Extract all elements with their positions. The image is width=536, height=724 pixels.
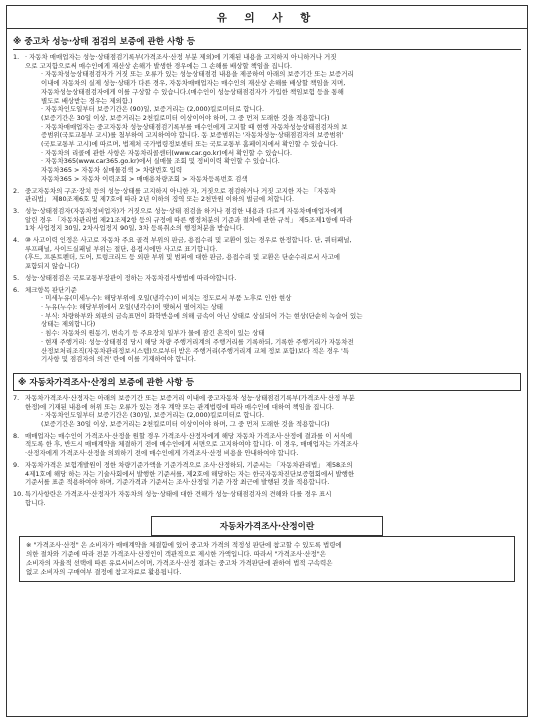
item-text [25,53,521,70]
sub-line: · 침수: 자동차의 원동기, 변속기 등 주요장치 일부가 물에 잠긴 흔적이 있는 상태 [41,329,265,338]
item-text [25,490,521,507]
sub-line: · 미세누유(미세누수): 해당부위에 오일(냉각수)이 비치는 정도로서 부품 노후로 인한 현상 [41,294,292,303]
section2-heading: ※ 자동차가격조사·산정의 보증에 관한 사항 등 [13,373,521,391]
item-number: 10. [13,489,24,498]
sub-line: · 현재 주행거리: 성능·상태점검 당시 해당 차량 주행거리계의 주행거리를 기록하되, 기록한 주행거리가 자동차전 [41,337,354,346]
sub-line: · 부식: 차량하부와 외판의 금속표면이 화학반응에 의해 금속이 아닌 상태로 상실되어 가는 현상(단순히 녹슬어 있는 [41,311,363,320]
sub-line: 산정보처리조직(자동차관리정보시스템)으로부터 받은 주행거리(주행거리계 교체 정보 포함)보다 적은 경우 '특 [41,346,350,355]
section1-body [7,53,527,367]
list-item [13,286,521,295]
definition-line: 없고 소비자의 구매여부 결정에 참고자료로 활용됩니다. [26,568,182,577]
text-line: 한정)에 기재된 내용에 허위 또는 오류가 있는 경우 계약 또는 관계법령에 따라 매수인에 대하여 책임을 집니다. [25,402,334,411]
spacer [7,364,527,367]
section1-heading: ※ 중고차 성능·상태 점검의 보증에 관한 사항 등 [13,35,521,50]
item-text [25,236,521,271]
item-text [25,286,521,295]
text-line: ·산정자에게 가격조사·산정을 의뢰하기 전에 매수인에게 가격조사·산정 비용을 안내하여야 합니다. [25,449,299,458]
text-line: ⑩ 사고이력 인정은 사고로 자동차 주요 골격 부위의 판금, 용접수리 및 교환이 있는 경우로 한정합니다. 단, 쿼터패널, [25,236,352,245]
text-line: 기준서를 표준 적용하여야 하며, 기준가격과 기준서는 조사·산정일 기준 가장 최근에 발행된 것을 적용합니다. [25,478,330,487]
sub-line: · 자동차성능상태점검자가 거짓 또는 오류가 있는 성능상태점검 내용을 제공하여 아래의 보증기간 또는 보증거리 [41,70,354,79]
sub-line: (국토교통부 고시)에 따르며, 법제처 국가법령정보센터 또는 국토교통부 홈페이지에서 확인할 수 있습니다. [41,140,338,149]
text-line: 관리법」 제80조제6호 및 제7호에 따라 2년 이하의 징역 또는 2천만원 이하의 벌금에 처합니다. [25,195,295,204]
sub-line: 이내에 자동차의 실제 성능·상태가 다른 경우, 자동차매매업자는 매수인의 재산상 손해를 배상할 책임을 지며, [41,79,346,88]
sub-line: 별도로 배상받는 경우는 제외함.) [41,96,133,105]
title-bar [7,6,527,29]
list-item [13,490,521,507]
sub-line: 자동차성능상태점검자에게 이를 구상할 수 있습니다.(매수인이 성능상태점검자가 가입한 책임보험 등을 통해 [41,87,344,96]
item-text [25,432,521,458]
sub-line: · 자동차인도일부터 보증기간은 (30)일, 보증거리는 (2,000)킬로미터로 합니다. [41,411,264,420]
list-item [13,187,521,204]
text-line: 루프패널, 사이드실패널 부위는 절단, 용접시에만 사고로 표기합니다. [25,244,218,253]
text-line: 으로 고지함으로써 매수인에게 재산상 손해가 발생한 경우에는 그 손해를 배상할 책임을 집니다. [25,61,293,70]
page-title: 유 의 사 항 [216,11,318,24]
spacer [7,507,527,510]
text-line: · 자동차 매매업자는 성능·상태점검기록부(가격조사·산정 부분 제외)에 기재된 내용을 고지하지 아니하거나 거짓 [25,53,337,61]
text-line: 알린 경우 「자동차관리법 제21조제2항 등의 규정에 따른 행정처분의 기준과 절차에 관한 규칙」 제5조제1항에 따라 [25,215,353,224]
sub-line: 증범위(국토교통부 고시)를 첨부하여 고지하여야 합니다. 동 보증범위는 '자동차성능·상태점검자의 보증범위' [41,131,344,140]
item-number: 4. [13,236,20,245]
text-line: 특기사항란은 가격조사·산정자가 자동차의 성능·상태에 대한 견해가 성능·상태점검자의 견해와 다를 경우 표시 [25,489,332,498]
text-line: 체크항목 판단기준 [25,285,77,294]
item-text [25,461,521,487]
list-item [13,394,521,411]
item-number: 7. [13,393,20,402]
definition-line: 소비자의 자율적 선택에 따른 유료서비스이며, 가격조사·산정 결과는 중고차 가격판단에 관하여 법적 구속력은 [26,559,333,568]
definition-box [19,536,515,582]
list-item [13,274,521,283]
item-text [25,274,521,283]
sub-line: 자동차365 > 자동차 이력조회 > 매매용차량조회 > 자동차등록번호 검색 [41,174,248,183]
item-number: 1. [13,53,20,61]
definition-line: ※ "가격조사·산정" 은 소비자가 매매계약을 체결함에 있어 중고차 가격의 적정성 판단에 참고할 수 있도록 법령에 [26,541,342,550]
text-line: 적도록 한 후, 반드시 매매계약을 체결하기 전에 매수인에게 서면으로 고지하여야 합니다. 이 경우, 매매업자는 가격조사 [25,440,359,449]
sub-line: · 자동차의 리콜에 관한 사항은 자동차리콜센터(www.car.go.kr)에서 확인할 수 있습니다. [41,148,292,157]
sub-line: · 자동차매매업자는 중고자동차 성능상태점검기록부를 매수인에게 고지할 때 현행 자동차성능상태점검자의 보 [41,122,348,131]
item-text [25,207,521,233]
item-text [25,187,521,204]
list-item [13,53,521,70]
text-line: 매매업자는 매수인이 가격조사·산정을 원할 경우 가격조사·산정자에게 해당 자동차 가격조사·산정에 결과를 이 서식에 [25,431,353,440]
item-number: 8. [13,431,20,440]
text-line: 성능·상태점검자(자동차정비업자)가 거짓으로 성능·상태 점검을 하거나 점검한 내용과 다르게 자동차매매업자에게 [25,206,343,215]
text-line: (후드, 프론트펜더, 도어, 트렁크리드 등 외판 부위 및 범퍼에 대한 판금, 용접수리 및 교환은 단순수리로서 사고에 [25,253,341,262]
sub-line: 자동차365 > 자동차 실매물검색 > 차량번호 입력 [41,166,183,175]
text-line: 중고자동차의 구조·장치 등의 성능·상태를 고지하지 아니한 자, 거짓으로 점검하거나 거짓 고지한 자는 「자동차 [25,186,336,195]
list-item [13,432,521,458]
definition-title: 자동차가격조사·산정이란 [151,516,383,536]
text-line: 1차 사업정지 30일, 2차사업정지 90일, 3차 등록취소의 행정처분을 받습니다. [25,224,245,233]
item-number: 2. [13,186,20,195]
sub-line: · 자동차인도일부터 보증기간은 (90)일, 보증거리는 (2,000)킬로미터로 합니다. [41,105,264,114]
item-number: 9. [13,460,20,469]
item-text [25,394,521,411]
text-line: 포함되지 않습니다) [25,262,80,271]
list-item [13,461,521,487]
section2-body [7,394,527,510]
sub-line: (보증기간은 30일 이상, 보증거리는 2천킬로미터 이상이어야 하며, 그 중 먼저 도래한 것을 적용합니다) [41,420,330,429]
text-line: 4제1호에 해당 하는 자는 기술사회에서 발행한 기준서를, 제2호에 해당하는 자는 한국자동차진단보증협회에서 발행한 [25,469,355,478]
item-number: 3. [13,206,20,215]
notice-page [6,5,528,717]
sub-line: · 자동차365(www.car365.go.kr)에서 실매물 조회 및 정비이력 확인할 수 있습니다. [41,157,280,166]
sub-line: · 누유(누수): 해당부위에서 오일(냉각수)이 맺혀서 떨어지는 상태 [41,302,224,311]
text-line: 합니다. [25,498,46,507]
text-line: 자동차가격조사·산정자는 아래의 보증기간 또는 보증거리 이내에 중고자동차 성능·상태점검기록부(가격조사·산정 부분 [25,393,355,402]
sub-line: (보증기간은 30일 이상, 보증거리는 2천킬로미터 이상이어야 하며, 그 중 먼저 도래한 것을 적용합니다) [41,113,330,122]
list-item [13,207,521,233]
text-line: 성능·상태점검은 국토교통부장관이 정하는 자동차검사방법에 따라야합니다. [25,273,237,282]
sub-line: 기사항 및 점검자의 의견' 란에 이를 기재하여야 합니다. [41,355,196,364]
item-number: 6. [13,285,20,294]
sub-line: 상태는 제외합니다) [41,320,96,329]
list-item [13,236,521,271]
text-line: 자동차가격은 보험개발원이 정한 차량기준가액을 기준가격으로 조사·산정하되, 기준서는 「자동차관리법」 제58조의 [25,460,353,469]
definition-line: 의한 절차와 기준에 따라 전문 가격조사·산정인이 객관적으로 제시한 가액입니다. 따라서 "가격조사·산정"은 [26,550,326,559]
item-number: 5. [13,273,20,282]
